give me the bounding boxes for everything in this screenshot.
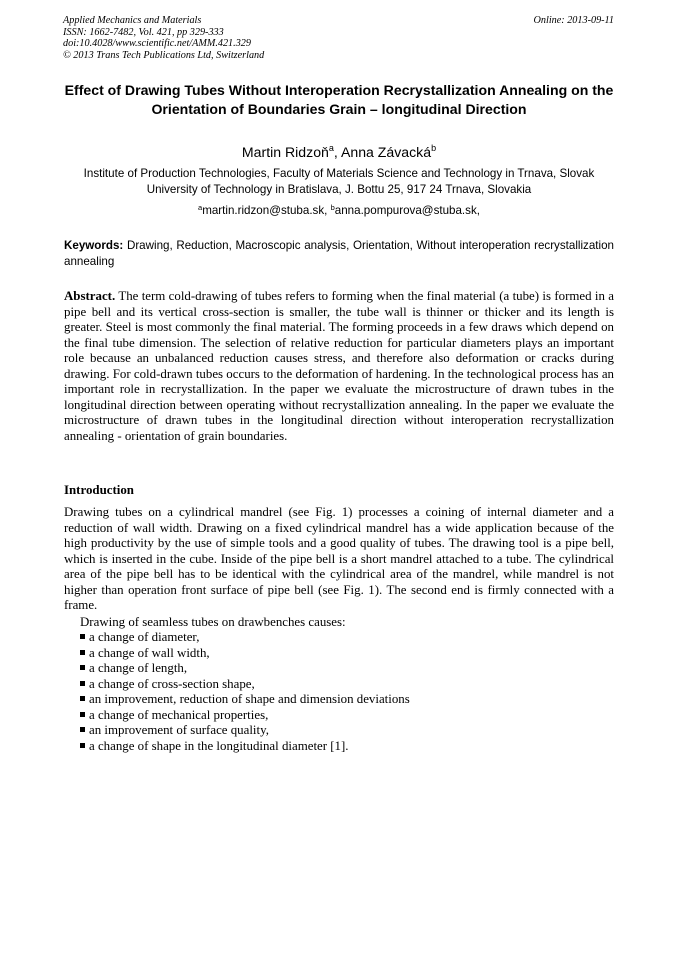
keywords-label: Keywords: xyxy=(64,239,124,252)
square-bullet-icon xyxy=(80,712,85,717)
list-item: an improvement, reduction of shape and dimension deviations xyxy=(80,692,410,708)
paper-title: Effect of Drawing Tubes Without Interoperation Recrystallization Annealing on the Orientation of Boundaries Grain – longitudinal Direction xyxy=(64,82,614,117)
email-link[interactable]: anna.pompurova@stuba.sk, xyxy=(334,204,480,217)
email-mark: a xyxy=(198,203,203,212)
affiliation: Institute of Production Technologies, Faculty of Materials Science and Technology in Trnava, Slovak University of Technology in Bratislava, J. Bottu 25, 917 24 Trnava, Slovakia xyxy=(83,167,595,196)
authors-line xyxy=(64,143,614,163)
online-date: Online: 2013-09-11 xyxy=(533,15,614,26)
section-heading-introduction: Introduction xyxy=(64,483,134,497)
doi-link[interactable]: doi:10.4028/www.scientific.net/AMM.421.329 xyxy=(63,38,251,50)
square-bullet-icon xyxy=(80,727,85,732)
square-bullet-icon xyxy=(80,681,85,686)
square-bullet-icon xyxy=(80,634,85,639)
journal-header xyxy=(63,15,264,61)
email-mark: b xyxy=(330,203,335,212)
email-link[interactable]: martin.ridzon@stuba.sk, xyxy=(202,204,328,217)
square-bullet-icon xyxy=(80,696,85,701)
keywords-text: Drawing, Reduction, Macroscopic analysis, Orientation, Without interoperation recrystallization annealing xyxy=(64,239,614,268)
author-separator: , xyxy=(333,144,341,160)
list-item: a change of diameter, xyxy=(80,630,410,646)
author-affil-mark: b xyxy=(431,143,437,153)
list-item: a change of wall width, xyxy=(80,646,410,662)
author-emails xyxy=(64,203,614,219)
list-item: a change of mechanical properties, xyxy=(80,708,410,724)
list-item: a change of shape in the longitudinal diameter [1]. xyxy=(80,739,410,755)
author-affil-mark: a xyxy=(328,143,334,153)
list-intro: Drawing of seamless tubes on drawbenches causes: xyxy=(80,615,346,629)
square-bullet-icon xyxy=(80,650,85,655)
square-bullet-icon xyxy=(80,743,85,748)
copyright: © 2013 Trans Tech Publications Ltd, Switzerland xyxy=(63,49,265,61)
introduction-paragraph: Drawing tubes on a cylindrical mandrel (see Fig. 1) processes a coining of internal diameter and a reduction of wall width. Drawing on a fixed cylindrical mandrel has a wide application because of the high productivity by the use of simple tools and a good quality of tubes. The drawing tool is a pipe bell, which is inserted in the cube. Inside of the pipe bell is a short mandrel attached to a tube. The cylindrical area of the pipe bell has to be identical with the cylindrical area of the mandrel, while mandrel is not higher than operation front surface of pipe bell (see Fig. 1). The second end is firmly connected with a frame. xyxy=(64,505,614,612)
effects-list xyxy=(80,630,410,754)
author-name: Martin Ridzoň xyxy=(241,144,329,160)
abstract-text: The term cold-drawing of tubes refers to forming when the final material (a tube) is formed in a pipe bell and its vertical cross-section is smaller, the tube wall is thinner or thicker and its length is greater. Steel is most commonly the final material. The forming proceeds in a few draws which depend on the final tube dimension. The selection of relative reduction for particular diameters plays an important role because an unbalanced reduction causes stress, and therefore also deformation or cracks during drawing. For cold-drawn tubes occurs to the deformation of hardening. In the technological process has an important role in recrystallization. In the paper we evaluate the microstructure of drawn tubes in the longitudinal direction between operating without recrystallization annealing. In the paper we evaluate the microstructure of drawn tubes in the longitudinal direction without interoperation recrystallization annealing - orientation of grain boundaries. xyxy=(64,289,615,443)
list-item: a change of cross-section shape, xyxy=(80,677,410,693)
issn-volume: ISSN: 1662-7482, Vol. 421, pp 329-333 xyxy=(63,26,224,38)
list-item: a change of length, xyxy=(80,661,410,677)
journal-name: Applied Mechanics and Materials xyxy=(63,15,202,26)
keywords xyxy=(64,238,614,269)
abstract xyxy=(64,289,614,444)
abstract-label: Abstract. xyxy=(64,289,116,303)
square-bullet-icon xyxy=(80,665,85,670)
author-name: Anna Závacká xyxy=(340,144,432,160)
list-item: an improvement of surface quality, xyxy=(80,723,410,739)
